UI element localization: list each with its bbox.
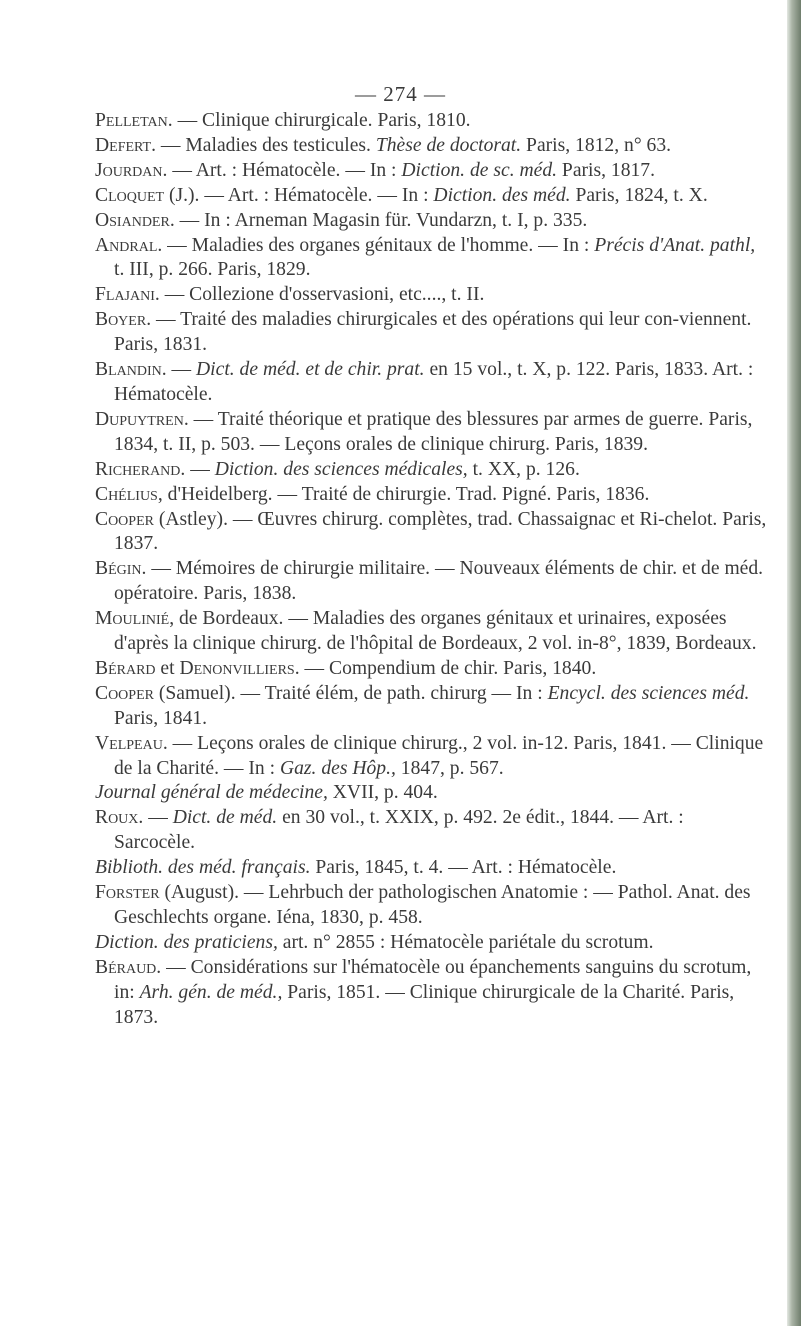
entry-text: . — In : Arneman Magasin für. Vundarzn, t. I, p. 335. xyxy=(169,209,588,231)
entry-text: . — Compendium de chir. Paris, 1840. xyxy=(294,657,597,679)
bibliography-entry xyxy=(95,856,767,881)
entry-text: Paris, 1851. — Clinique chirurgicale de la Charité. Paris, 1873. xyxy=(114,981,735,1028)
entry-text: (August). — Lehrbuch der pathologischen Anatomie : — Pathol. Anat. des Geschlechts organe. Iéna, 1830, p. 458. xyxy=(114,882,751,928)
bibliography-entry xyxy=(95,557,767,607)
publication-title: Dict. de méd. et de chir. prat. xyxy=(196,359,425,381)
publication-title: Diction. des sciences médicales, xyxy=(214,458,468,480)
bibliography-entry xyxy=(95,358,767,408)
bibliography-entry xyxy=(95,682,767,732)
entry-text: . — Clinique chirurgicale. Paris, 1810. xyxy=(167,110,471,131)
entry-text: . — xyxy=(180,458,215,480)
bibliography-entry xyxy=(95,657,767,682)
author-name: Osiander xyxy=(95,209,170,231)
bibliography-entry xyxy=(95,159,767,184)
entry-text: . — Leçons orales de clinique chirurg., 2 vol. in-12. Paris, 1841. — Clinique de la Charité. — In : xyxy=(114,732,764,779)
entry-text: . — Considérations sur l'hématocèle ou épanchements sanguins du scrotum, in: xyxy=(114,956,752,1003)
entry-text: en 15 vol., t. X, p. 122. Paris, 1833. Art. : Hématocèle. xyxy=(114,359,754,405)
entry-text: XVII, p. 404. xyxy=(327,782,438,804)
entry-text: t. XX, p. 126. xyxy=(467,458,580,480)
bibliography-entry xyxy=(95,209,767,234)
author-name: Cloquet xyxy=(95,184,165,206)
entry-text: (J.). — Art. : Hématocèle. — In : xyxy=(164,184,434,206)
entry-text: . — Maladies des organes génitaux de l'homme. — In : xyxy=(157,234,595,256)
page-edge-shadow xyxy=(787,0,801,1326)
bibliography-list xyxy=(95,109,767,1031)
bibliography-entry xyxy=(95,607,767,657)
bibliography-entry xyxy=(95,408,767,458)
entry-text: t. III, p. 266. Paris, 1829. xyxy=(114,259,311,281)
publication-title: Journal général de médecine, xyxy=(95,782,328,804)
bibliography-entry xyxy=(95,931,767,956)
author-name: Moulinié xyxy=(95,608,170,630)
publication-title: Diction. des méd. xyxy=(433,184,571,206)
entry-text: , d'Heidelberg. — Traité de chirurgie. Trad. Pigné. Paris, 1836. xyxy=(157,483,650,505)
author-name: Cooper xyxy=(95,682,154,704)
publication-title: Thèse de doctorat. xyxy=(375,134,522,156)
entry-text: Paris, 1845, t. 4. — Art. : Hématocèle. xyxy=(310,857,617,879)
entry-text: . — Mémoires de chirurgie militaire. — Nouveaux éléments de chir. et de méd. opératoire. Paris, 1838. xyxy=(114,558,764,605)
author-name: Bégin xyxy=(95,558,142,580)
entry-text: art. n° 2855 : Hématocèle pariétale du scrotum. xyxy=(277,931,654,953)
publication-title: Diction. des praticiens, xyxy=(95,931,278,953)
entry-text: . — Collezione d'osservasioni, etc...., t. II. xyxy=(154,284,485,306)
entry-text: Paris, 1817. xyxy=(557,159,655,181)
bibliography-entry xyxy=(95,806,767,856)
bibliography-entry xyxy=(95,458,767,483)
bibliography-entry xyxy=(95,109,767,134)
page-number: — 274 — xyxy=(355,82,446,106)
entry-text: . — Art. : Hématocèle. — In : xyxy=(162,159,402,181)
author-name: Flajani xyxy=(95,284,155,306)
author-name: Blandin xyxy=(95,359,162,381)
author-name: Pelletan xyxy=(95,110,168,131)
author-name: Defert xyxy=(95,134,152,156)
author-name: Béraud xyxy=(95,956,157,978)
publication-title: Diction. de sc. méd. xyxy=(401,159,558,181)
author-name: Dupuytren xyxy=(95,408,184,430)
bibliography-entry xyxy=(95,508,767,558)
bibliography-entry xyxy=(95,234,767,284)
publication-title: Arh. gén. de méd., xyxy=(139,981,283,1003)
author-name: Denonvilliers xyxy=(179,657,295,679)
publication-title: Dict. de méd. xyxy=(172,807,278,829)
entry-text: 1847, p. 567. xyxy=(395,757,504,779)
bibliography-entry xyxy=(95,283,767,308)
entry-text: Paris, 1841. xyxy=(114,707,208,729)
entry-text: . — Maladies des testicules. xyxy=(151,134,376,156)
entry-text: en 30 vol., t. XXIX, p. 492. 2e édit., 1844. — Art. : Sarcocèle. xyxy=(114,807,684,854)
publication-title: Précis d'Anat. pathl, xyxy=(594,234,756,256)
author-name: Bérard xyxy=(95,657,156,679)
author-name: Cooper xyxy=(95,508,154,530)
entry-text: , de Bordeaux. — Maladies des organes génitaux et urinaires, exposées d'après la clinique chirurg. de l'hôpital de Bordeaux, 2 vol. in-8°, 1839, Bordeaux. xyxy=(114,608,757,655)
bibliography-entry xyxy=(95,956,767,1031)
bibliography-entry xyxy=(95,732,767,782)
publication-title: Encycl. des sciences méd. xyxy=(547,682,750,704)
entry-text: Paris, 1824, t. X. xyxy=(570,184,708,206)
author-name: Richerand xyxy=(95,458,181,480)
bibliography-entry xyxy=(95,134,767,159)
bibliography-entry xyxy=(95,781,767,806)
entry-text: (Astley). — Œuvres chirurg. complètes, trad. Chassaignac et Ri-chelot. Paris, 1837. xyxy=(114,508,767,555)
entry-text: . — xyxy=(161,359,197,381)
publication-title: Gaz. des Hôp., xyxy=(279,757,396,779)
author-name: Roux xyxy=(95,807,139,829)
bibliography-entry xyxy=(95,881,767,931)
entry-text: . — Traité théorique et pratique des blessures par armes de guerre. Paris, 1834, t. II, p. 503. — Leçons orales de clinique chirurg. Paris, 1839. xyxy=(114,408,753,455)
author-name: Chélius xyxy=(95,483,158,505)
bibliography-entry xyxy=(95,308,767,358)
author-name: Velpeau xyxy=(95,732,163,754)
author-name: Boyer xyxy=(95,309,147,331)
entry-text: et xyxy=(155,657,180,679)
bibliography-entry xyxy=(95,184,767,209)
author-name: Jourdan xyxy=(95,159,163,181)
author-name: Forster xyxy=(95,882,160,904)
publication-title: Biblioth. des méd. français. xyxy=(95,857,311,879)
entry-text: . — Traité des maladies chirurgicales et des opérations qui leur con-viennent. Paris, 1831. xyxy=(114,309,752,356)
entry-text: . — xyxy=(138,807,173,829)
bibliography-entry xyxy=(95,483,767,508)
entry-text: (Samuel). — Traité élém, de path. chirurg — In : xyxy=(153,682,548,704)
author-name: Andral xyxy=(95,234,158,256)
entry-text: Paris, 1812, n° 63. xyxy=(521,134,672,156)
